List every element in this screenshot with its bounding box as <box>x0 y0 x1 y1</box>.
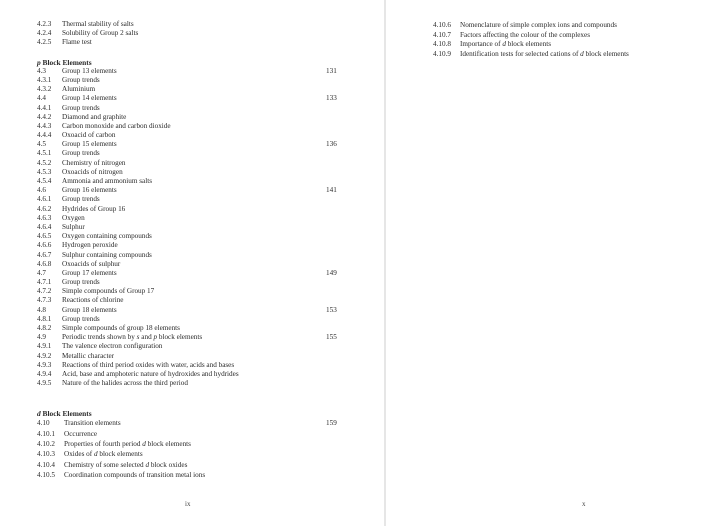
section-number: 4.9.3 <box>37 360 52 369</box>
section-title: Periodic trends shown by s and p block elements <box>62 333 203 342</box>
section-title: The valence electron configuration <box>62 342 163 351</box>
section-number: 4.9.1 <box>37 342 52 351</box>
toc-entry[interactable] <box>37 122 357 131</box>
section-number: 4.10.1 <box>37 429 55 438</box>
toc-left <box>37 20 357 388</box>
section-number: 4.4.2 <box>37 112 52 121</box>
section-title: Nature of the halides across the third period <box>62 379 188 388</box>
heading-letter: d <box>37 409 41 418</box>
toc-entry[interactable] <box>37 278 357 287</box>
page-ref: 149 <box>326 268 337 277</box>
section-title: Oxides of d block elements <box>64 450 143 459</box>
section-title: Metallic character <box>62 351 115 360</box>
section-number: 4.3.2 <box>37 85 52 94</box>
section-number: 4.10.3 <box>37 450 55 459</box>
toc-entry[interactable] <box>37 470 357 480</box>
section-number: 4.9.4 <box>37 369 52 378</box>
toc-entry[interactable] <box>37 168 357 177</box>
section-title: Group 17 elements <box>62 268 117 277</box>
toc-entry[interactable] <box>37 104 357 113</box>
section-number: 4.3.1 <box>37 75 52 84</box>
toc-entry[interactable] <box>433 40 713 50</box>
heading-text: Block Elements <box>40 409 92 418</box>
section-title: Group trends <box>62 103 100 112</box>
toc-entry[interactable] <box>37 296 357 305</box>
section-title: Group trends <box>62 278 100 287</box>
section-number: 4.6.2 <box>37 204 52 213</box>
toc-entry[interactable] <box>37 94 357 103</box>
section-number: 4.4.3 <box>37 121 52 130</box>
section-number: 4.9 <box>37 333 46 342</box>
toc-entry[interactable] <box>37 449 357 459</box>
toc-entry[interactable] <box>37 20 357 29</box>
toc-entry[interactable] <box>37 429 357 439</box>
toc-entry[interactable] <box>37 342 357 351</box>
toc-entry[interactable] <box>37 85 357 94</box>
section-number: 4.7 <box>37 268 46 277</box>
toc-right <box>433 21 713 59</box>
section-title: Oxygen <box>62 213 85 222</box>
section-number: 4.6 <box>37 186 46 195</box>
p-block-heading <box>37 58 357 67</box>
section-title: Aluminium <box>62 85 96 94</box>
section-title: Solubility of Group 2 salts <box>62 29 139 38</box>
section-number: 4.2.5 <box>37 38 52 47</box>
section-title: Simple compounds of Group 17 <box>62 287 155 296</box>
section-title: Chemistry of some selected d block oxides <box>64 460 188 469</box>
section-title: Group 16 elements <box>62 186 117 195</box>
section-title: Group 15 elements <box>62 140 117 149</box>
toc-entry[interactable] <box>37 186 357 195</box>
toc-entry[interactable] <box>37 140 357 149</box>
toc-entry[interactable] <box>37 232 357 241</box>
toc-entry[interactable] <box>37 333 357 342</box>
intro-rows <box>37 20 357 48</box>
section-number: 4.6.3 <box>37 213 52 222</box>
page-ref: 136 <box>326 140 337 149</box>
toc-entry[interactable] <box>37 379 357 388</box>
page-number-right: x <box>582 500 586 508</box>
section-number: 4.2.3 <box>37 20 52 28</box>
toc-entry[interactable] <box>433 21 713 31</box>
section-title: Importance of d block elements <box>460 40 552 49</box>
section-title: Hydrogen peroxide <box>62 241 118 250</box>
toc-entry[interactable] <box>37 177 357 186</box>
toc-entry[interactable] <box>37 269 357 278</box>
section-number: 4.9.2 <box>37 351 52 360</box>
section-title: Acid, base and amphoteric nature of hydroxides and hydrides <box>62 369 239 378</box>
toc-entry[interactable] <box>37 287 357 296</box>
section-title: Diamond and graphite <box>62 112 127 121</box>
d-block-heading <box>37 409 357 418</box>
section-title: Sulphur <box>62 222 85 231</box>
toc-d-block <box>37 409 357 481</box>
section-title: Group trends <box>62 149 100 158</box>
section-title: Nomenclature of simple complex ions and compounds <box>460 21 617 29</box>
section-number: 4.5.3 <box>37 167 52 176</box>
section-title: Coordination compounds of transition metal ions <box>64 471 206 480</box>
toc-entry[interactable] <box>37 223 357 232</box>
section-number: 4.6.8 <box>37 259 52 268</box>
section-number: 4.9.5 <box>37 379 52 388</box>
section-title: Oxoacid of carbon <box>62 131 116 140</box>
toc-entry[interactable] <box>37 241 357 250</box>
section-title: Reactions of chlorine <box>62 296 124 305</box>
section-number: 4.4 <box>37 94 46 103</box>
toc-entry[interactable] <box>37 352 357 361</box>
toc-entry[interactable] <box>37 76 357 85</box>
section-title: Group 14 elements <box>62 94 117 103</box>
section-number: 4.4.1 <box>37 103 52 112</box>
p-block-rows <box>37 67 357 389</box>
page-ref: 159 <box>326 419 337 428</box>
section-title: Thermal stability of salts <box>62 20 134 28</box>
toc-entry[interactable] <box>37 38 357 47</box>
section-number: 4.7.2 <box>37 287 52 296</box>
section-number: 4.7.1 <box>37 278 52 287</box>
section-title: Carbon monoxide and carbon dioxide <box>62 121 171 130</box>
section-title: Factors affecting the colour of the complexes <box>460 30 590 39</box>
section-title: Sulphur containing compounds <box>62 250 152 259</box>
section-number: 4.3 <box>37 66 46 75</box>
section-number: 4.10.4 <box>37 460 55 469</box>
right-page <box>387 0 720 526</box>
section-title: Group trends <box>62 195 100 204</box>
toc-entry[interactable] <box>37 29 357 38</box>
section-number: 4.5 <box>37 140 46 149</box>
toc-entry[interactable] <box>37 113 357 122</box>
section-number: 4.10 <box>37 419 50 428</box>
page-divider <box>384 0 386 526</box>
toc-entry[interactable] <box>37 251 357 260</box>
toc-entry[interactable] <box>37 260 357 269</box>
section-number: 4.6.7 <box>37 250 52 259</box>
section-number: 4.6.4 <box>37 222 52 231</box>
page-ref: 133 <box>326 94 337 103</box>
section-title: Group trends <box>62 75 100 84</box>
section-number: 4.5.2 <box>37 158 52 167</box>
toc-entry[interactable] <box>37 460 357 470</box>
toc-entry[interactable] <box>37 149 357 158</box>
section-number: 4.10.9 <box>433 49 451 58</box>
section-title: Oxoacids of nitrogen <box>62 167 123 176</box>
section-number: 4.6.5 <box>37 232 52 241</box>
page-ref: 155 <box>326 333 337 342</box>
section-title: Properties of fourth period d block elements <box>64 439 191 448</box>
section-number: 4.10.7 <box>433 30 451 39</box>
section-title: Occurrence <box>64 429 98 438</box>
section-number: 4.8.2 <box>37 324 52 332</box>
toc-entry[interactable] <box>37 324 357 333</box>
page-ref: 153 <box>326 305 337 314</box>
toc-entry[interactable] <box>433 31 713 41</box>
section-number: 4.10.8 <box>433 40 451 49</box>
toc-entry[interactable] <box>37 131 357 140</box>
section-title: Group trends <box>62 314 100 323</box>
section-title: Chemistry of nitrogen <box>62 158 126 167</box>
section-number: 4.6.1 <box>37 195 52 204</box>
section-title: Oxoacids of sulphur <box>62 259 121 268</box>
d-block-rows <box>37 418 357 480</box>
toc-entry[interactable] <box>37 306 357 315</box>
page-ref: 131 <box>326 66 337 75</box>
toc-entry[interactable] <box>37 418 357 428</box>
section-number: 4.5.1 <box>37 149 52 158</box>
section-title: Identification tests for selected cations of d block elements <box>460 49 629 58</box>
section-number: 4.8 <box>37 305 46 314</box>
toc-entry[interactable] <box>37 439 357 449</box>
section-title: Oxygen containing compounds <box>62 232 152 241</box>
toc-entry[interactable] <box>37 195 357 204</box>
section-title: Transition elements <box>64 419 121 428</box>
heading-letter: p <box>37 57 41 67</box>
right-rows <box>433 21 713 59</box>
section-number: 4.6.6 <box>37 241 52 250</box>
toc-entry[interactable] <box>37 315 357 324</box>
section-title: Simple compounds of group 18 elements <box>62 324 180 332</box>
page-ref: 141 <box>326 186 337 195</box>
toc-entry[interactable] <box>37 205 357 214</box>
toc-entry[interactable] <box>433 50 713 60</box>
toc-entry[interactable] <box>37 159 357 168</box>
section-number: 4.10.5 <box>37 471 55 480</box>
heading-text: Block Elements <box>40 57 92 67</box>
section-number: 4.10.2 <box>37 439 55 448</box>
section-number: 4.10.6 <box>433 21 451 29</box>
section-title: Flame test <box>62 38 92 47</box>
section-number: 4.7.3 <box>37 296 52 305</box>
page-number-left: ix <box>185 500 191 508</box>
section-number: 4.4.4 <box>37 131 52 140</box>
section-title: Ammonia and ammonium salts <box>62 177 153 185</box>
toc-entry[interactable] <box>37 370 357 379</box>
section-title: Reactions of third period oxides with water, acids and bases <box>62 360 235 369</box>
section-number: 4.8.1 <box>37 314 52 323</box>
section-title: Group 13 elements <box>62 66 117 75</box>
section-title: Hydrides of Group 16 <box>62 204 126 213</box>
toc-entry[interactable] <box>37 214 357 223</box>
toc-entry[interactable] <box>37 361 357 370</box>
section-number: 4.2.4 <box>37 29 52 38</box>
section-title: Group 18 elements <box>62 305 117 314</box>
section-number: 4.5.4 <box>37 177 52 185</box>
toc-entry[interactable] <box>37 67 357 76</box>
